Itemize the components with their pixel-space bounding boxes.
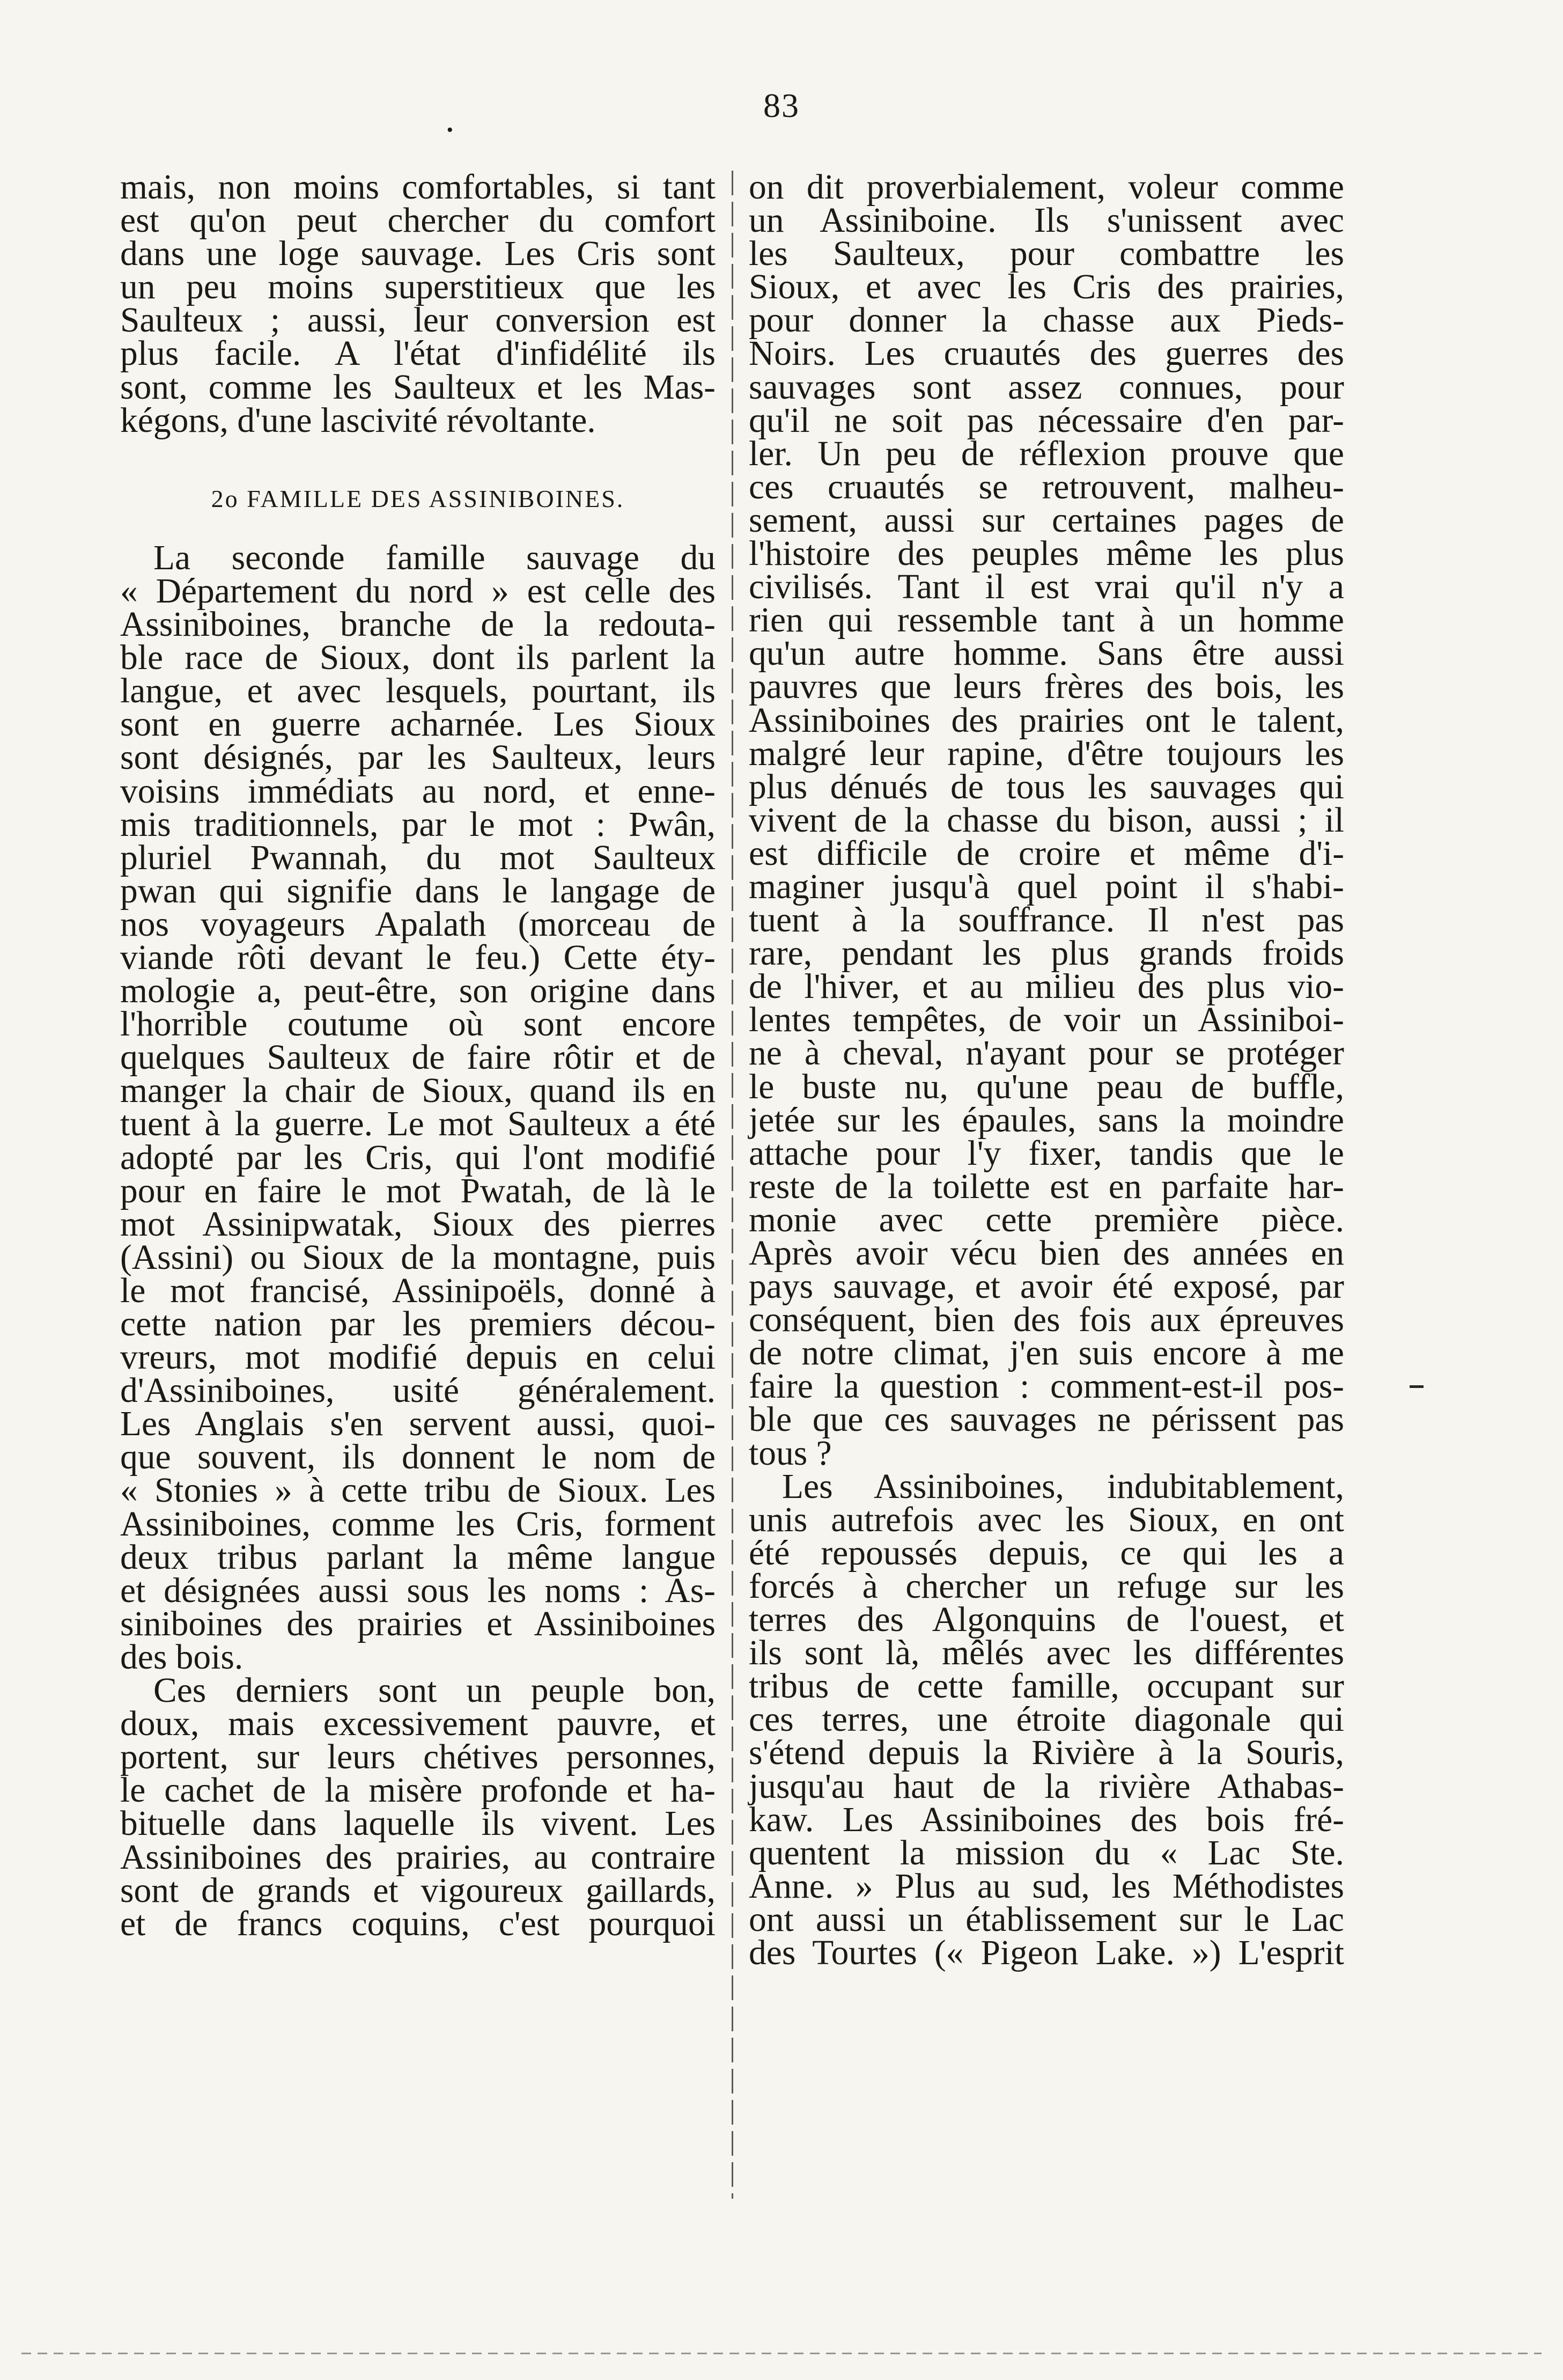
text-line: ces cruautés se retrouvent, malheu- [749, 467, 1344, 506]
text-line: sont de grands et vigoureux gaillards, [120, 1871, 716, 1910]
text-line: s'étend depuis la Rivière à la Souris, [749, 1733, 1344, 1773]
text-line: rien qui ressemble tant à un homme [749, 601, 1344, 640]
section-gap [120, 437, 716, 482]
text-line: voisins immédiats au nord, et enne- [120, 772, 716, 811]
text-line: de l'hiver, et au milieu des plus vio- [749, 967, 1344, 1007]
text-line: pauvres que leurs frères des bois, les [749, 667, 1344, 707]
text-line: de notre climat, j'en suis encore à me [749, 1334, 1344, 1373]
text-line: quelques Saulteux de faire rôtir et de [120, 1038, 716, 1077]
text-line: l'histoire des peuples même les plus [749, 534, 1344, 574]
text-line: jusqu'au haut de la rivière Athabas- [749, 1767, 1344, 1806]
text-line: le cachet de la misère profonde et ha- [120, 1771, 716, 1810]
text-line: ler. Un peu de réflexion prouve que [749, 434, 1344, 473]
text-line: ble que ces sauvages ne périssent pas [749, 1400, 1344, 1439]
text-line: faire la question : comment-est-il pos- [749, 1367, 1344, 1406]
text-line: maginer jusqu'à quel point il s'habi- [749, 867, 1344, 906]
text-line: est difficile de croire et même d'i- [749, 834, 1344, 873]
text-line: vivent de la chasse du bison, aussi ; il [749, 800, 1344, 840]
text-line: manger la chair de Sioux, quand ils en [120, 1071, 716, 1111]
section-gap [120, 516, 716, 541]
text-line: sont, comme les Saulteux et les Mas- [120, 368, 716, 407]
text-line: et désignées aussi sous les noms : As- [120, 1571, 716, 1610]
text-line: bituelle dans laquelle ils vivent. Les [120, 1804, 716, 1843]
text-line: lentes tempêtes, de voir un Assiniboi- [749, 1001, 1344, 1040]
text-line: kégons, d'une lascivité révoltante. [120, 401, 596, 440]
text-line: tribus de cette famille, occupant sur [749, 1667, 1344, 1706]
text-line: Ces derniers sont un peuple bon, [153, 1671, 716, 1710]
text-line: pays sauvage, et avoir été exposé, par [749, 1267, 1344, 1306]
text-line: Après avoir vécu bien des années en [749, 1234, 1344, 1273]
text-line: civilisés. Tant il est vrai qu'il n'y a [749, 568, 1344, 607]
text-line: conséquent, bien des fois aux épreuves [749, 1301, 1344, 1340]
text-line: Sioux, et avec les Cris des prairies, [749, 268, 1344, 307]
text-line: été repoussés depuis, ce qui les a [749, 1533, 1344, 1573]
text-line: Saulteux ; aussi, leur conversion est [120, 301, 716, 340]
text-line: (Assini) ou Sioux de la montagne, puis [120, 1238, 716, 1277]
text-line: langue, et avec lesquels, pourtant, ils [120, 672, 716, 711]
text-line: adopté par les Cris, qui l'ont modifié [120, 1138, 716, 1177]
text-line: reste de la toilette est en parfaite har- [749, 1167, 1344, 1206]
text-line: l'horrible coutume où sont encore [120, 1005, 716, 1044]
text-line: tuent à la souffrance. Il n'est pas [749, 901, 1344, 940]
text-line: La seconde famille sauvage du [153, 538, 716, 577]
text-line: un Assiniboine. Ils s'unissent avec [749, 201, 1344, 240]
text-line: des Tourtes (« Pigeon Lake. ») L'esprit [749, 1933, 1344, 1972]
bottom-scan-edge [21, 2353, 1542, 2354]
text-line: mologie a, peut-être, son origine dans [120, 972, 716, 1011]
margin-dash-mark [1410, 1385, 1424, 1388]
text-line: sement, aussi sur certaines pages de [749, 501, 1344, 540]
text-line: on dit proverbialement, voleur comme [749, 168, 1344, 207]
text-line: portent, sur leurs chétives personnes, [120, 1738, 716, 1777]
text-line: pwan qui signifie dans le langage de [120, 871, 716, 910]
text-line: pour en faire le mot Pwatah, de là le [120, 1171, 716, 1210]
text-line: deux tribus parlant la même langue [120, 1538, 716, 1577]
text-line: Assiniboines, branche de la redouta- [120, 605, 716, 644]
text-line: forcés à chercher un refuge sur les [749, 1567, 1344, 1606]
text-line: siniboines des prairies et Assiniboines [120, 1604, 716, 1643]
text-line: « Département du nord » est celle des [120, 571, 716, 611]
section-heading: 2o FAMILLE DES ASSINIBOINES. [211, 484, 625, 512]
text-line: sont désignés, par les Saulteux, leurs [120, 738, 716, 777]
text-line: d'Assiniboines, usité généralement. [120, 1371, 716, 1411]
text-line: Les Anglais s'en servent aussi, quoi- [120, 1405, 716, 1444]
text-line: un peu moins superstitieux que les [120, 268, 716, 307]
text-line: les Saulteux, pour combattre les [749, 234, 1344, 274]
text-line: mais, non moins comfortables, si tant [120, 168, 716, 207]
text-line: sauvages sont assez connues, pour [749, 368, 1344, 407]
text-line: sont en guerre acharnée. Les Sioux [120, 705, 716, 744]
text-line: unis autrefois avec les Sioux, en ont [749, 1500, 1344, 1539]
text-line: ne à cheval, n'ayant pour se protéger [749, 1034, 1344, 1073]
text-line: tous ? [749, 1434, 832, 1473]
text-line: mis traditionnels, par le mot : Pwân, [120, 805, 716, 844]
text-line: Anne. » Plus au sud, les Méthodistes [749, 1867, 1344, 1906]
text-line: plus dénués de tous les sauvages qui [749, 767, 1344, 806]
text-line: dans une loge sauvage. Les Cris sont [120, 234, 716, 274]
text-line: monie avec cette première pièce. [749, 1200, 1344, 1239]
text-line: « Stonies » à cette tribu de Sioux. Les [120, 1471, 716, 1510]
text-line: jetée sur les épaules, sans la moindre [749, 1100, 1344, 1140]
stray-dot-mark: . [445, 99, 455, 140]
text-line: viande rôti devant le feu.) Cette éty- [120, 938, 716, 977]
text-line: Noirs. Les cruautés des guerres des [749, 334, 1344, 373]
text-line: pour donner la chasse aux Pieds- [749, 301, 1344, 340]
text-line: nos voyageurs Apalath (morceau de [120, 905, 716, 944]
text-line: est qu'on peut chercher du comfort [120, 201, 716, 240]
text-line: des bois. [120, 1637, 244, 1677]
text-line: ont aussi un établissement sur le Lac [749, 1900, 1344, 1939]
text-line: Assiniboines des prairies ont le talent, [749, 701, 1344, 740]
text-line: pluriel Pwannah, du mot Saulteux [120, 838, 716, 877]
text-line: ble race de Sioux, dont ils parlent la [120, 638, 716, 678]
text-line: attache pour l'y fixer, tandis que le [749, 1134, 1344, 1173]
text-line: Les Assiniboines, indubitablement, [782, 1467, 1344, 1506]
text-line: quentent la mission du « Lac Ste. [749, 1833, 1344, 1872]
text-line: doux, mais excessivement pauvre, et [120, 1705, 716, 1744]
text-line: qu'un autre homme. Sans être aussi [749, 634, 1344, 673]
text-line: Assiniboines des prairies, au contraire [120, 1838, 716, 1877]
text-line: malgré leur rapine, d'être toujours les [749, 734, 1344, 773]
right-column [749, 168, 1344, 1972]
text-line: plus facile. A l'état d'infidélité ils [120, 334, 716, 373]
page-number: 83 [763, 86, 800, 124]
text-line: Assiniboines, comme les Cris, forment [120, 1504, 716, 1544]
text-line: vreurs, mot modifié depuis en celui [120, 1338, 716, 1377]
text-line: le mot francisé, Assinipoëls, donné à [120, 1271, 716, 1310]
text-line: le buste nu, qu'une peau de buffle, [749, 1067, 1344, 1106]
text-line: terres des Algonquins de l'ouest, et [749, 1600, 1344, 1640]
text-line: kaw. Les Assiniboines des bois fré- [749, 1800, 1344, 1839]
column-divider [732, 171, 733, 2199]
text-line: ils sont là, mêlés avec les différentes [749, 1634, 1344, 1673]
text-line: ces terres, une étroite diagonale qui [749, 1700, 1344, 1739]
text-line: et de francs coquins, c'est pourquoi [120, 1904, 716, 1943]
text-line: cette nation par les premiers décou- [120, 1305, 716, 1343]
left-column [120, 168, 716, 1943]
text-line: tuent à la guerre. Le mot Saulteux a été [120, 1105, 716, 1144]
text-line: rare, pendant les plus grands froids [749, 934, 1344, 973]
text-line: que souvent, ils donnent le nom de [120, 1438, 716, 1477]
text-line: mot Assinipwatak, Sioux des pierres [120, 1204, 716, 1244]
text-line: qu'il ne soit pas nécessaire d'en par- [749, 401, 1344, 440]
